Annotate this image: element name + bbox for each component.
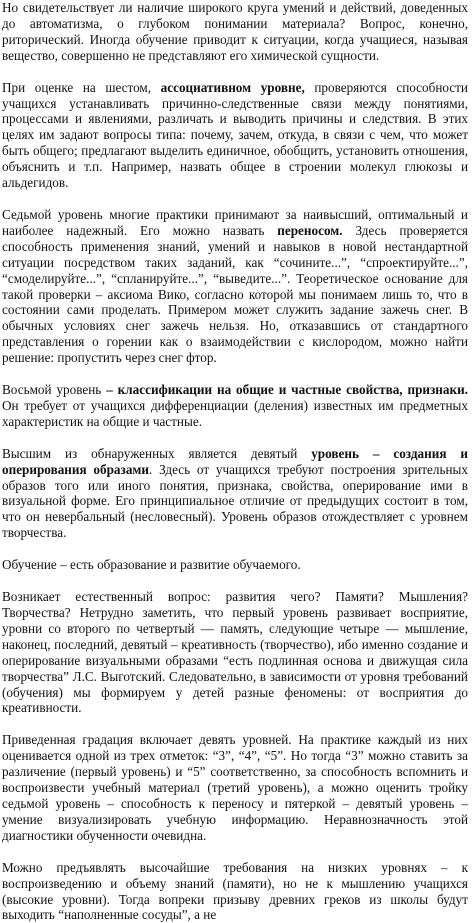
paragraph-4-text-b: Он требует от учащихся дифференциации (деления) известных им предметных характеристик на общие и частные. [2, 397, 468, 429]
paragraph-3-bold-term: переносом. [277, 222, 343, 238]
paragraph-4-text-a: Восьмой уровень [2, 382, 107, 398]
paragraph-2-text-b: проверяются способности учащихся устанавливать причинно-следственные связи между понятиями, процессами и явлениями, различать и выводить причины и следствия. В этих целях им задают вопросы типа: почему, зачем, откуда, в связи с чем, что может быть общего; предлагают выделить единичное, обобщить, установить отношения, объяснить и т.п. Например, назвать общее в строении молекул глюкозы и альдегидов. [2, 79, 468, 191]
paragraph-7-text: Возникает естественный вопрос: развития чего? Памяти? Мышления? Творчества? Нетрудно заметить, что первый уровень развивает восприятие, уровни со второго по четвертый — память, следующие четыре — мышление, наконец, последний, девятый – креативность (творчество), ибо именно создание и оперирование визуальными образами “есть подлинная основа и движущая сила творчества” Л.С. Выготский. Следовательно, в зависимости от уровня требований (обучения) мы формируем у детей разные феномены: от восприятия до креативности. [2, 589, 468, 716]
paragraph-8 [2, 732, 468, 843]
paragraph-4-bold-term: – классификации на общие и частные свойства, признаки. [106, 382, 468, 398]
paragraph-5-text-b: . Здесь от учащихся требуют построения зрительных образов того или иного понятия, признака, свойства, оперирование ими в визуальной форме. Его принципиальное отличие от предыдущих состоит в том, что он невербальный (несловесный). Уровень образов отождествляет с уровнем творчества. [2, 461, 468, 541]
paragraph-9-text: Можно предъявлять высочайшие требования на низких уровнях – к воспроизведению и объему знаний (памяти), но не к мышлению учащихся (высокие уровни). Тогда вопреки призыву древних греков из школы будут выходить “наполненные сосуды”, а не [2, 859, 468, 923]
paragraph-1-text: Но свидетельствует ли наличие широкого круга умений и действий, доведенных до автоматизма, о глубоком понимании материала? Вопрос, конечно, риторический. Иногда обучение приводит к ситуации, когда учащиеся, называя вещество, совершенно не представляют его химической сущности. [2, 0, 468, 63]
paragraph-2 [2, 80, 468, 191]
paragraph-7 [2, 589, 468, 716]
paragraph-8-text: Приведенная градация включает девять уровней. На практике каждый из них оценивается одной из трех отметок: “3”, “4”, “5”. Но тогда “3” можно ставить за различение (первый уровень) и “5” соответственно, за способность вспомнить и воспроизвести учебный материал (третий уровень), а можно оценить тройку седьмой уровень – способность к переносу и пятеркой – девятый уровень – умение визуализировать учебную информацию. Неравнозначность этой диагностики обученности очевидна. [2, 732, 468, 843]
paragraph-1 [2, 0, 468, 64]
paragraph-2-bold-term: ассоциативном уровне, [160, 79, 305, 95]
paragraph-2-text-a: При оценке на шестом, [2, 79, 161, 95]
paragraph-3-text-b: Здесь проверяется способность применения знаний, умений и навыков в новой нестандартной ситуации посредством таких заданий, как “сочините...”, “спроектируйте...”, “смоделируйте...”, “спланируйте...”, “выведите...”. Теоретическое основание для такой проверки – аксиома Вико, согласно которой мы понимаем лишь то, что в состоянии сами проделать. Примером может служить задание зажечь снег. В обычных условиях снег зажечь нельзя. Но, отказавшись от стандартного представления о горении как о взаимодействии с кислородом, можно найти решение: пропустить через снег фтор. [2, 222, 468, 366]
paragraph-6 [2, 557, 468, 573]
paragraph-5-bold-term: уровень – создания и оперирования образами [2, 445, 468, 477]
paragraph-3 [2, 207, 468, 366]
paragraph-9 [2, 860, 468, 923]
paragraph-5-text-a: Высшим из обнаруженных является девятый [2, 445, 312, 461]
paragraph-5 [2, 446, 468, 541]
paragraph-4 [2, 382, 468, 430]
paragraph-6-text: Обучение – есть образование и развитие обучаемого. [2, 557, 301, 573]
paragraph-3-text-a: Седьмой уровень многие практики принимают за наивысший, оптимальный и наиболее надежный. Его можно назвать [2, 206, 468, 238]
